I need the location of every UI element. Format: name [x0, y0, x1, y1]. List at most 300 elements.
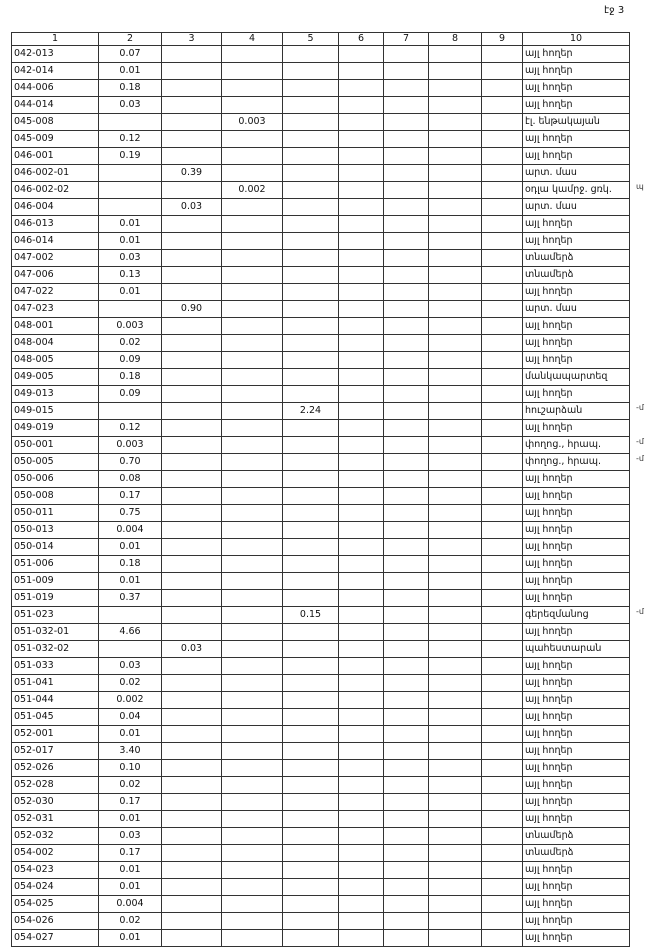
- table-row: [12, 743, 630, 760]
- value-cell: [339, 131, 384, 148]
- value-cell: [283, 590, 339, 607]
- value-cell: [339, 80, 384, 97]
- land-use-cell: այլ հողեր: [523, 573, 630, 590]
- parcel-code-cell: 052-026: [12, 760, 99, 777]
- value-cell: 0.19: [99, 148, 162, 165]
- land-use-cell: տնամերձ: [523, 267, 630, 284]
- table-row: [12, 726, 630, 743]
- table-row: [12, 590, 630, 607]
- value-cell: 0.01: [99, 539, 162, 556]
- parcel-code-cell: 054-026: [12, 913, 99, 930]
- parcel-code-cell: 049-005: [12, 369, 99, 386]
- value-cell: [384, 505, 429, 522]
- value-cell: [162, 46, 222, 63]
- value-cell: 0.01: [99, 811, 162, 828]
- value-cell: [222, 743, 283, 760]
- value-cell: [339, 63, 384, 80]
- value-cell: [222, 556, 283, 573]
- value-cell: [482, 930, 523, 947]
- value-cell: [222, 607, 283, 624]
- value-cell: [339, 386, 384, 403]
- value-cell: [162, 743, 222, 760]
- value-cell: [283, 437, 339, 454]
- value-cell: [222, 335, 283, 352]
- value-cell: 0.004: [99, 896, 162, 913]
- value-cell: [429, 97, 482, 114]
- value-cell: [429, 692, 482, 709]
- value-cell: 0.13: [99, 267, 162, 284]
- value-cell: [339, 539, 384, 556]
- value-cell: [283, 641, 339, 658]
- value-cell: [162, 675, 222, 692]
- value-cell: [283, 488, 339, 505]
- table-row: [12, 216, 630, 233]
- value-cell: [222, 284, 283, 301]
- value-cell: [339, 811, 384, 828]
- value-cell: [429, 318, 482, 335]
- value-cell: [339, 301, 384, 318]
- value-cell: [222, 760, 283, 777]
- table-row: [12, 488, 630, 505]
- value-cell: [162, 794, 222, 811]
- value-cell: [162, 437, 222, 454]
- value-cell: [222, 709, 283, 726]
- margin-mark: -մ: [636, 403, 644, 412]
- value-cell: [339, 573, 384, 590]
- land-use-cell: գերեզմանոց: [523, 607, 630, 624]
- value-cell: [339, 607, 384, 624]
- value-cell: [384, 131, 429, 148]
- parcel-code-cell: 046-004: [12, 199, 99, 216]
- table-row: [12, 692, 630, 709]
- value-cell: [99, 403, 162, 420]
- table-body: [12, 46, 630, 947]
- value-cell: [283, 539, 339, 556]
- value-cell: [283, 743, 339, 760]
- value-cell: [339, 165, 384, 182]
- value-cell: [339, 862, 384, 879]
- parcel-code-cell: 047-006: [12, 267, 99, 284]
- value-cell: [222, 471, 283, 488]
- value-cell: [99, 182, 162, 199]
- value-cell: [162, 692, 222, 709]
- column-header: 10: [523, 33, 630, 46]
- value-cell: [384, 335, 429, 352]
- parcel-code-cell: 054-002: [12, 845, 99, 862]
- value-cell: [162, 216, 222, 233]
- value-cell: [429, 165, 482, 182]
- value-cell: [339, 726, 384, 743]
- table-row: [12, 896, 630, 913]
- value-cell: [162, 777, 222, 794]
- value-cell: [429, 879, 482, 896]
- value-cell: [429, 114, 482, 131]
- value-cell: [384, 743, 429, 760]
- value-cell: [482, 913, 523, 930]
- land-use-cell: արտ. մաս: [523, 165, 630, 182]
- value-cell: [162, 63, 222, 80]
- value-cell: [283, 216, 339, 233]
- value-cell: 0.01: [99, 216, 162, 233]
- table-row: [12, 675, 630, 692]
- value-cell: [482, 165, 523, 182]
- value-cell: 0.18: [99, 556, 162, 573]
- table-row: [12, 182, 630, 199]
- value-cell: [283, 777, 339, 794]
- land-use-cell: այլ հողեր: [523, 794, 630, 811]
- table-row: [12, 165, 630, 182]
- value-cell: [482, 233, 523, 250]
- value-cell: [482, 182, 523, 199]
- value-cell: [99, 301, 162, 318]
- parcel-code-cell: 047-002: [12, 250, 99, 267]
- parcel-code-cell: 051-009: [12, 573, 99, 590]
- land-use-cell: փողոց., հրապ.: [523, 437, 630, 454]
- value-cell: [283, 97, 339, 114]
- value-cell: [384, 556, 429, 573]
- land-use-cell: այլ հողեր: [523, 318, 630, 335]
- value-cell: [384, 216, 429, 233]
- parcel-code-cell: 044-014: [12, 97, 99, 114]
- value-cell: [162, 624, 222, 641]
- table-row: [12, 437, 630, 454]
- value-cell: 0.12: [99, 420, 162, 437]
- parcel-code-cell: 050-011: [12, 505, 99, 522]
- value-cell: [162, 828, 222, 845]
- value-cell: [339, 879, 384, 896]
- value-cell: [99, 165, 162, 182]
- value-cell: [339, 522, 384, 539]
- value-cell: [162, 471, 222, 488]
- value-cell: [384, 369, 429, 386]
- land-use-cell: այլ հողեր: [523, 420, 630, 437]
- value-cell: [162, 250, 222, 267]
- table-row: [12, 369, 630, 386]
- value-cell: [283, 369, 339, 386]
- table-row: [12, 318, 630, 335]
- value-cell: [283, 182, 339, 199]
- value-cell: [482, 454, 523, 471]
- value-cell: [482, 828, 523, 845]
- value-cell: [482, 301, 523, 318]
- land-use-cell: այլ հողեր: [523, 709, 630, 726]
- value-cell: [482, 131, 523, 148]
- value-cell: [384, 811, 429, 828]
- table-row: [12, 233, 630, 250]
- value-cell: [384, 879, 429, 896]
- table-row: [12, 879, 630, 896]
- value-cell: [222, 522, 283, 539]
- land-use-cell: այլ հողեր: [523, 233, 630, 250]
- value-cell: [482, 556, 523, 573]
- value-cell: [384, 539, 429, 556]
- value-cell: [429, 63, 482, 80]
- value-cell: [429, 46, 482, 63]
- value-cell: [222, 386, 283, 403]
- value-cell: [429, 811, 482, 828]
- value-cell: [429, 80, 482, 97]
- value-cell: [429, 624, 482, 641]
- parcel-code-cell: 046-002-01: [12, 165, 99, 182]
- land-use-cell: հուշարձան: [523, 403, 630, 420]
- value-cell: [339, 403, 384, 420]
- value-cell: [283, 675, 339, 692]
- value-cell: [339, 556, 384, 573]
- value-cell: [482, 862, 523, 879]
- value-cell: [162, 114, 222, 131]
- value-cell: [162, 267, 222, 284]
- value-cell: [222, 811, 283, 828]
- value-cell: [482, 539, 523, 556]
- value-cell: [482, 624, 523, 641]
- table-row: [12, 267, 630, 284]
- value-cell: [222, 845, 283, 862]
- value-cell: [339, 896, 384, 913]
- value-cell: [162, 709, 222, 726]
- value-cell: [283, 318, 339, 335]
- value-cell: [283, 760, 339, 777]
- parcel-code-cell: 051-032-01: [12, 624, 99, 641]
- land-use-cell: այլ հողեր: [523, 335, 630, 352]
- value-cell: [222, 165, 283, 182]
- value-cell: [482, 80, 523, 97]
- table-row: [12, 777, 630, 794]
- value-cell: [384, 284, 429, 301]
- value-cell: 0.07: [99, 46, 162, 63]
- value-cell: [222, 131, 283, 148]
- value-cell: [482, 811, 523, 828]
- value-cell: [222, 148, 283, 165]
- value-cell: [482, 267, 523, 284]
- value-cell: 0.70: [99, 454, 162, 471]
- value-cell: [482, 709, 523, 726]
- value-cell: 0.18: [99, 80, 162, 97]
- value-cell: [384, 709, 429, 726]
- value-cell: [222, 641, 283, 658]
- value-cell: [222, 794, 283, 811]
- value-cell: [384, 930, 429, 947]
- parcel-code-cell: 052-017: [12, 743, 99, 760]
- table-row: [12, 607, 630, 624]
- parcel-code-cell: 048-004: [12, 335, 99, 352]
- table-row: [12, 148, 630, 165]
- value-cell: [99, 199, 162, 216]
- table-row: [12, 930, 630, 947]
- value-cell: [339, 284, 384, 301]
- parcel-code-cell: 052-030: [12, 794, 99, 811]
- value-cell: [429, 913, 482, 930]
- value-cell: [283, 471, 339, 488]
- value-cell: [482, 896, 523, 913]
- table-row: [12, 131, 630, 148]
- value-cell: [429, 828, 482, 845]
- land-use-cell: փողոց., հրապ.: [523, 454, 630, 471]
- value-cell: [283, 250, 339, 267]
- table-row: [12, 403, 630, 420]
- value-cell: [222, 301, 283, 318]
- value-cell: [283, 896, 339, 913]
- value-cell: [482, 522, 523, 539]
- value-cell: 3.40: [99, 743, 162, 760]
- value-cell: [429, 539, 482, 556]
- value-cell: [283, 556, 339, 573]
- value-cell: [222, 454, 283, 471]
- value-cell: [283, 692, 339, 709]
- table-row: [12, 522, 630, 539]
- table-row: [12, 913, 630, 930]
- value-cell: [222, 63, 283, 80]
- parcel-code-cell: 049-013: [12, 386, 99, 403]
- table-row: [12, 811, 630, 828]
- table-row: [12, 845, 630, 862]
- value-cell: [162, 573, 222, 590]
- parcel-code-cell: 047-023: [12, 301, 99, 318]
- land-use-cell: այլ հողեր: [523, 471, 630, 488]
- value-cell: [482, 743, 523, 760]
- land-use-cell: այլ հողեր: [523, 352, 630, 369]
- parcel-code-cell: 046-013: [12, 216, 99, 233]
- value-cell: 0.01: [99, 233, 162, 250]
- value-cell: [162, 369, 222, 386]
- value-cell: [283, 862, 339, 879]
- parcel-code-cell: 044-006: [12, 80, 99, 97]
- table-row: [12, 114, 630, 131]
- value-cell: [162, 80, 222, 97]
- value-cell: 0.17: [99, 488, 162, 505]
- table-row: [12, 760, 630, 777]
- column-header: 6: [339, 33, 384, 46]
- value-cell: [162, 318, 222, 335]
- value-cell: [162, 879, 222, 896]
- parcel-code-cell: 051-019: [12, 590, 99, 607]
- margin-mark: -մ: [636, 607, 644, 616]
- land-use-cell: այլ հողեր: [523, 539, 630, 556]
- table-row: [12, 250, 630, 267]
- table-row: [12, 284, 630, 301]
- value-cell: [339, 454, 384, 471]
- value-cell: [482, 675, 523, 692]
- value-cell: [482, 471, 523, 488]
- value-cell: [482, 726, 523, 743]
- value-cell: [429, 896, 482, 913]
- value-cell: [222, 862, 283, 879]
- value-cell: [162, 913, 222, 930]
- value-cell: 0.90: [162, 301, 222, 318]
- value-cell: [162, 131, 222, 148]
- value-cell: [384, 845, 429, 862]
- value-cell: [429, 199, 482, 216]
- parcel-code-cell: 050-008: [12, 488, 99, 505]
- value-cell: [339, 488, 384, 505]
- value-cell: [283, 522, 339, 539]
- value-cell: [99, 641, 162, 658]
- table-row: [12, 454, 630, 471]
- value-cell: [482, 692, 523, 709]
- parcel-code-cell: 051-041: [12, 675, 99, 692]
- value-cell: [482, 437, 523, 454]
- value-cell: [339, 743, 384, 760]
- value-cell: 0.17: [99, 845, 162, 862]
- value-cell: [222, 267, 283, 284]
- value-cell: [384, 386, 429, 403]
- value-cell: [283, 420, 339, 437]
- value-cell: [482, 318, 523, 335]
- column-header: 8: [429, 33, 482, 46]
- value-cell: [482, 114, 523, 131]
- value-cell: 0.004: [99, 522, 162, 539]
- value-cell: [162, 607, 222, 624]
- value-cell: 0.03: [99, 250, 162, 267]
- table-row: [12, 199, 630, 216]
- parcel-code-cell: 045-009: [12, 131, 99, 148]
- parcel-code-cell: 052-001: [12, 726, 99, 743]
- value-cell: [283, 267, 339, 284]
- value-cell: 0.01: [99, 726, 162, 743]
- value-cell: [429, 335, 482, 352]
- land-use-cell: այլ հողեր: [523, 913, 630, 930]
- value-cell: [384, 46, 429, 63]
- value-cell: [384, 692, 429, 709]
- value-cell: 0.75: [99, 505, 162, 522]
- parcel-code-cell: 042-013: [12, 46, 99, 63]
- value-cell: [429, 641, 482, 658]
- parcel-code-cell: 046-002-02: [12, 182, 99, 199]
- value-cell: [162, 182, 222, 199]
- value-cell: [162, 148, 222, 165]
- value-cell: [339, 505, 384, 522]
- value-cell: [162, 403, 222, 420]
- value-cell: [429, 471, 482, 488]
- value-cell: [339, 182, 384, 199]
- land-use-cell: այլ հողեր: [523, 590, 630, 607]
- land-use-cell: այլ հողեր: [523, 760, 630, 777]
- parcel-code-cell: 054-027: [12, 930, 99, 947]
- value-cell: [162, 760, 222, 777]
- value-cell: [384, 590, 429, 607]
- value-cell: [339, 777, 384, 794]
- value-cell: [384, 403, 429, 420]
- value-cell: [429, 709, 482, 726]
- value-cell: [283, 335, 339, 352]
- table-row: [12, 80, 630, 97]
- value-cell: [482, 284, 523, 301]
- value-cell: [482, 403, 523, 420]
- value-cell: [222, 46, 283, 63]
- value-cell: 0.09: [99, 352, 162, 369]
- value-cell: [283, 284, 339, 301]
- value-cell: 0.002: [222, 182, 283, 199]
- land-use-cell: այլ հողեր: [523, 284, 630, 301]
- value-cell: [162, 896, 222, 913]
- value-cell: [283, 352, 339, 369]
- value-cell: [222, 539, 283, 556]
- value-cell: [283, 811, 339, 828]
- value-cell: [384, 165, 429, 182]
- value-cell: [222, 352, 283, 369]
- value-cell: [162, 420, 222, 437]
- column-header: 9: [482, 33, 523, 46]
- parcel-code-cell: 049-015: [12, 403, 99, 420]
- value-cell: [162, 335, 222, 352]
- value-cell: 0.17: [99, 794, 162, 811]
- value-cell: [429, 352, 482, 369]
- value-cell: [384, 182, 429, 199]
- value-cell: [222, 233, 283, 250]
- parcel-code-cell: 048-005: [12, 352, 99, 369]
- land-use-cell: այլ հողեր: [523, 556, 630, 573]
- table-row: [12, 794, 630, 811]
- table-row: [12, 573, 630, 590]
